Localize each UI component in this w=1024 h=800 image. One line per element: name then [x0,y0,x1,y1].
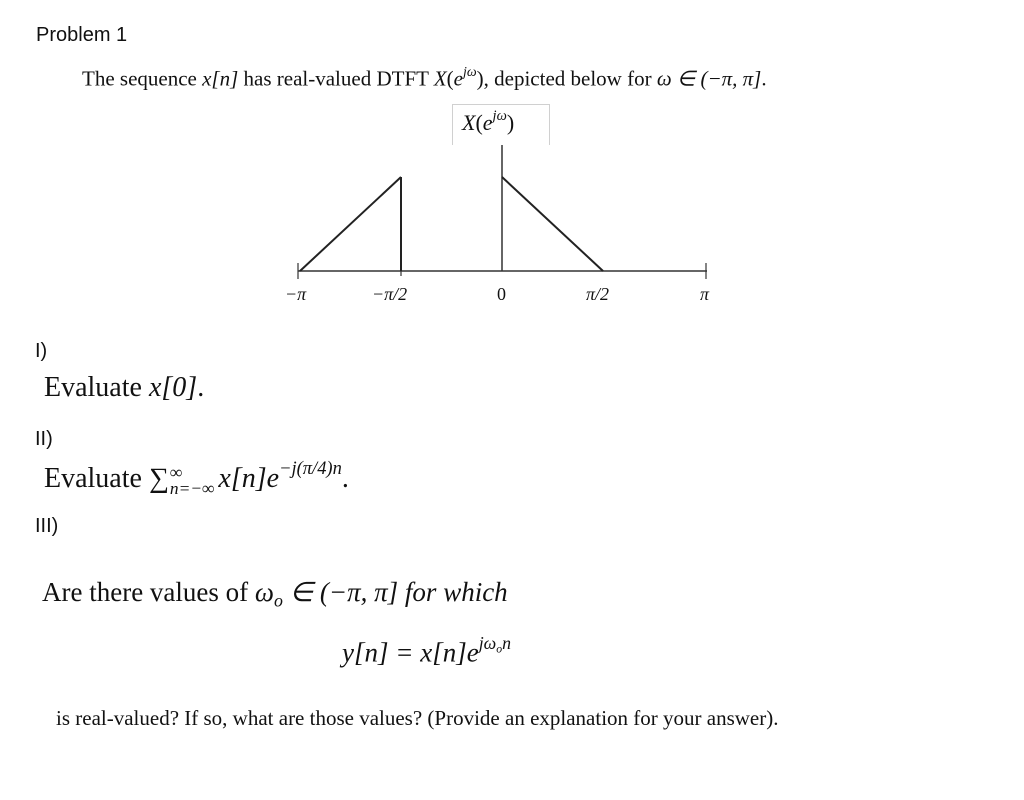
tick-label-zero: 0 [497,284,506,304]
part1-label: I) [35,340,48,362]
graph-label-X: X [462,110,476,136]
equation-exponent-base: jω [478,633,497,653]
graph-label-paren-close: ) [506,110,515,136]
sum-upper-limit: ∞ [169,462,183,482]
part3-question-text: Are there values of [42,577,255,607]
graph-label-e: e [482,110,493,136]
part1-end: . [197,372,205,403]
sum-symbol: ∑ [148,462,169,494]
part3-followup: is real-valued? If so, what are those values? (Provide an explanation for your answer). [56,706,779,730]
intro-end: . [761,66,767,91]
equation-exponent [478,633,512,656]
intro-paren-open: ( [446,66,454,91]
part2-text: Evaluate [44,462,149,494]
part2-question [44,458,349,496]
part2-label: II) [35,428,53,450]
part3-omega: ω [254,577,274,607]
problem-title: Problem 1 [36,24,128,46]
intro-lead: The sequence [82,66,203,91]
sum-lower-limit: n=−∞ [169,478,215,498]
intro-tail: , depicted below for [483,66,657,91]
tick-label-pi: π [700,284,710,304]
part1-text: Evaluate [44,372,149,403]
intro-e-base: e [453,66,463,91]
right-triangle-decline [502,177,603,271]
part2-expr: x[n]e [218,462,280,494]
equation-exponent-sub: o [496,642,503,656]
sum-limits [169,462,215,498]
part2-end: . [341,462,349,494]
intro-interval: ω ∈ (−π, π] [656,66,762,91]
equation-lhs: y[n] = x[n]e [342,637,479,668]
part2-exponent: −j(π/4)n [279,458,342,478]
intro-paren-close: ) [476,66,484,91]
part1-question [44,372,204,404]
intro-mid: has real-valued DTFT [238,66,434,91]
graph-label-exponent: jω [492,108,507,124]
tick-label-neg-pi: −π [285,284,307,304]
part1-expr: x[0] [148,372,198,403]
tick-label-half-pi: π/2 [586,284,610,304]
tick-label-neg-half-pi: −π/2 [372,284,408,304]
part3-question-tail: ∈ (−π, π] for which [282,577,508,607]
part3-omega-sub: o [273,590,283,611]
part3-equation [342,633,511,668]
intro-signal: x[n] [202,66,239,91]
equation-exponent-tail: n [502,633,512,653]
part3-question [42,577,508,611]
part3-label: III) [35,515,59,537]
graph-label-paren-open: ( [475,110,483,136]
intro-e-exponent: jω [463,64,477,79]
intro-dtft-symbol: X [433,66,447,91]
left-triangle-ramp [300,177,401,271]
